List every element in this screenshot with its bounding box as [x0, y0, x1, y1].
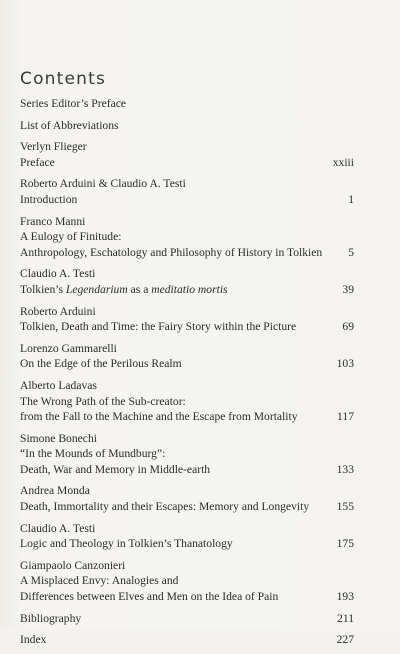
toc-italic-title: Legendarium — [65, 282, 128, 296]
toc-entry — [20, 176, 354, 207]
toc-line — [20, 282, 354, 298]
toc-line-text: Tolkien, Death and Time: the Fairy Story within the Picture — [20, 320, 297, 334]
toc-line-text: Roberto Arduini — [20, 304, 96, 318]
toc-entry — [20, 214, 354, 261]
toc-line-text: Preface — [20, 155, 55, 169]
toc-line — [20, 245, 354, 261]
toc-line — [20, 96, 354, 112]
toc-line-text — [20, 282, 228, 298]
toc-line — [20, 521, 354, 537]
toc-text-segment: Tolkien’s — [20, 282, 66, 296]
toc-entry — [20, 266, 354, 297]
toc-page-number: 133 — [336, 462, 354, 476]
toc-line-text: Giampaolo Canzonieri — [20, 558, 126, 572]
toc-text-segment: as a — [127, 282, 152, 296]
toc-line — [20, 304, 354, 320]
toc-line — [20, 446, 354, 462]
toc-line — [20, 192, 354, 208]
toc-line — [20, 431, 354, 447]
toc-line-text: Logic and Theology in Tolkien’s Thanatology — [20, 537, 233, 551]
toc-page-number: 39 — [342, 282, 354, 296]
toc-line — [20, 319, 354, 335]
toc-line — [20, 176, 354, 192]
toc-line — [20, 462, 354, 478]
toc-line — [20, 632, 354, 648]
toc-line — [20, 229, 354, 245]
toc-line — [20, 214, 354, 230]
toc-line — [20, 155, 354, 171]
toc-line-text: Index — [20, 633, 47, 647]
toc-line-text: Andrea Monda — [20, 484, 90, 498]
toc-line-text: A Eulogy of Finitude: — [20, 230, 122, 244]
toc-line — [20, 499, 354, 515]
toc-line — [20, 341, 354, 357]
toc-entry — [20, 632, 354, 648]
toc-line-text: from the Fall to the Machine and the Escape from Mortality — [20, 410, 298, 424]
toc-line-text: Claudio A. Testi — [20, 267, 96, 281]
contents-heading: Contents — [20, 69, 107, 89]
toc-italic-title: meditatio mortis — [151, 282, 228, 296]
toc-line-text: Franco Manni — [20, 214, 86, 228]
toc-line-text: Simone Bonechi — [20, 431, 97, 445]
toc-line-text: Anthropology, Eschatology and Philosophy of History in Tolkien — [20, 245, 323, 259]
toc-page-number: 193 — [336, 590, 354, 604]
toc-page-number: 155 — [336, 500, 354, 514]
toc-line-text: Roberto Arduini & Claudio A. Testi — [20, 177, 186, 191]
toc-line — [20, 573, 354, 589]
toc-entry — [20, 558, 354, 605]
toc-line — [20, 118, 354, 134]
toc-line — [20, 611, 354, 627]
toc-line-text: On the Edge of the Perilous Realm — [20, 357, 182, 371]
toc-page-number: 69 — [342, 320, 354, 334]
toc-line — [20, 409, 354, 425]
toc-entry — [20, 96, 354, 112]
toc-page-number: 227 — [336, 633, 354, 647]
toc-line — [20, 378, 354, 394]
toc-line-text: Bibliography — [20, 611, 82, 625]
toc-page-number: 103 — [336, 357, 354, 371]
toc-entry — [20, 118, 354, 134]
toc-page-number: 211 — [337, 611, 354, 625]
toc-page-number: 117 — [337, 410, 354, 424]
toc-line — [20, 356, 354, 372]
toc-entry — [20, 378, 354, 425]
toc-entry — [20, 341, 354, 372]
toc-entry — [20, 431, 354, 478]
toc-entry — [20, 611, 354, 627]
toc-page-number: xxiii — [332, 155, 354, 169]
toc-line — [20, 266, 354, 282]
toc-line — [20, 483, 354, 499]
toc-line — [20, 536, 354, 552]
toc-line-text: Death, Immortality and their Escapes: Memory and Longevity — [20, 500, 310, 514]
toc-line-text: The Wrong Path of the Sub-creator: — [20, 394, 186, 408]
toc-line-text: List of Abbreviations — [20, 118, 119, 132]
toc-entry — [20, 139, 354, 170]
toc-line-text: Death, War and Memory in Middle-earth — [20, 462, 211, 476]
toc-page-number: 175 — [336, 537, 354, 551]
toc-line-text: Introduction — [20, 192, 78, 206]
toc-line — [20, 558, 354, 574]
toc-entry — [20, 483, 354, 514]
toc-page-number: 5 — [348, 245, 354, 259]
toc-entry — [20, 521, 354, 552]
toc-line-text: Differences between Elves and Men on the Idea of Pain — [20, 590, 279, 604]
toc-line-text: Lorenzo Gammarelli — [20, 341, 117, 355]
toc-line-text: Claudio A. Testi — [20, 521, 96, 535]
toc-entry — [20, 304, 354, 335]
toc-page-number: 1 — [348, 192, 354, 206]
toc-line — [20, 589, 354, 605]
table-of-contents — [20, 96, 354, 654]
toc-line — [20, 139, 354, 155]
toc-line-text: “In the Mounds of Mundburg”: — [20, 447, 166, 461]
toc-line — [20, 394, 354, 410]
toc-line-text: Alberto Ladavas — [20, 378, 97, 392]
toc-line-text: A Misplaced Envy: Analogies and — [20, 574, 179, 588]
toc-line-text: Series Editor’s Preface — [20, 97, 127, 110]
toc-line-text: Verlyn Flieger — [20, 140, 87, 154]
